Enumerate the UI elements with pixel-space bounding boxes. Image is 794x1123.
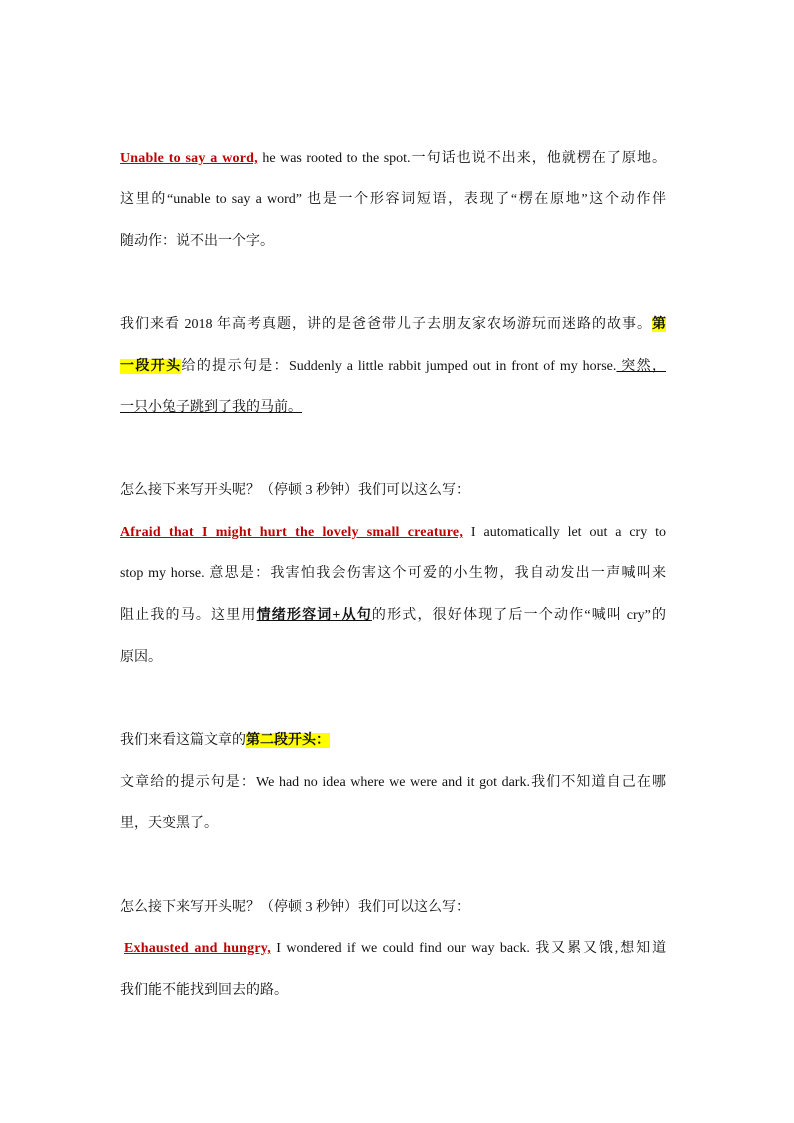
text-run: 我们来看这篇文章的 [120, 733, 246, 748]
text-run: he was rooted to the spot.一句话也说不出来，他就楞在了原地。 [257, 151, 666, 166]
text-run: 的形式，很好体现了后一个动作“喊叫 cry”的 [371, 608, 666, 623]
p5-line-3: 我们能不能找到回去的路。 [120, 983, 288, 998]
p2-line-1 [120, 315, 666, 335]
underlined-text: 突然， [616, 359, 666, 374]
p3-line-3: stop my horse. 意思是：我害怕我会伤害这个可爱的小生物，我自动发出一声喊叫来 [120, 566, 666, 581]
p3-line-4 [120, 606, 666, 626]
text-run: 给的提示句是：Suddenly a little rabbit jumped out in front of my horse. [181, 359, 617, 374]
p3-line-1: 怎么接下来写开头呢？（停顿 3 秒钟）我们可以这么写： [120, 483, 470, 498]
p4-line-1 [120, 731, 666, 751]
bold-underlined-text: 情绪形容词+从句 [256, 608, 372, 623]
p4-line-2: 文章给的提示句是：We had no idea where we were and it got dark.我们不知道自己在哪 [120, 775, 666, 790]
p1-line-1 [120, 149, 666, 169]
p1-line-2: 这里的“unable to say a word” 也是一个形容词短语，表现了“楞在原地”这个动作伴 [120, 192, 666, 207]
text-run: I automatically let out a cry to [463, 525, 666, 540]
p5-line-1: 怎么接下来写开头呢？（停顿 3 秒钟）我们可以这么写： [120, 900, 470, 915]
p3-line-5: 原因。 [120, 650, 162, 665]
yellow-highlight: 一段开头 [120, 359, 182, 374]
p1-line-3: 随动作：说不出一个字。 [120, 234, 274, 249]
yellow-highlight: 第二段开头： [246, 733, 330, 748]
text-run: 阻止我的马。这里用 [120, 608, 257, 623]
p4-line-3: 里，天变黑了。 [120, 816, 218, 831]
highlight-phrase: Exhausted and hungry, [124, 941, 271, 956]
p2-line-3 [120, 398, 666, 418]
text-run: 我们来看 2018 年高考真题，讲的是爸爸带儿子去朋友家农场游玩而迷路的故事。 [120, 317, 652, 332]
underlined-text: 一只小兔子跳到了我的马前。 [120, 400, 302, 415]
highlight-phrase: Afraid that I might hurt the lovely small creature, [120, 525, 464, 540]
highlight-phrase: Unable to say a word, [120, 151, 258, 166]
p3-line-2 [120, 523, 666, 543]
text-run: I wondered if we could find our way back. 我又累又饿,想知道 [270, 941, 666, 956]
p2-line-2 [120, 357, 666, 377]
yellow-highlight: 第 [652, 317, 666, 332]
p5-line-2 [124, 939, 666, 959]
